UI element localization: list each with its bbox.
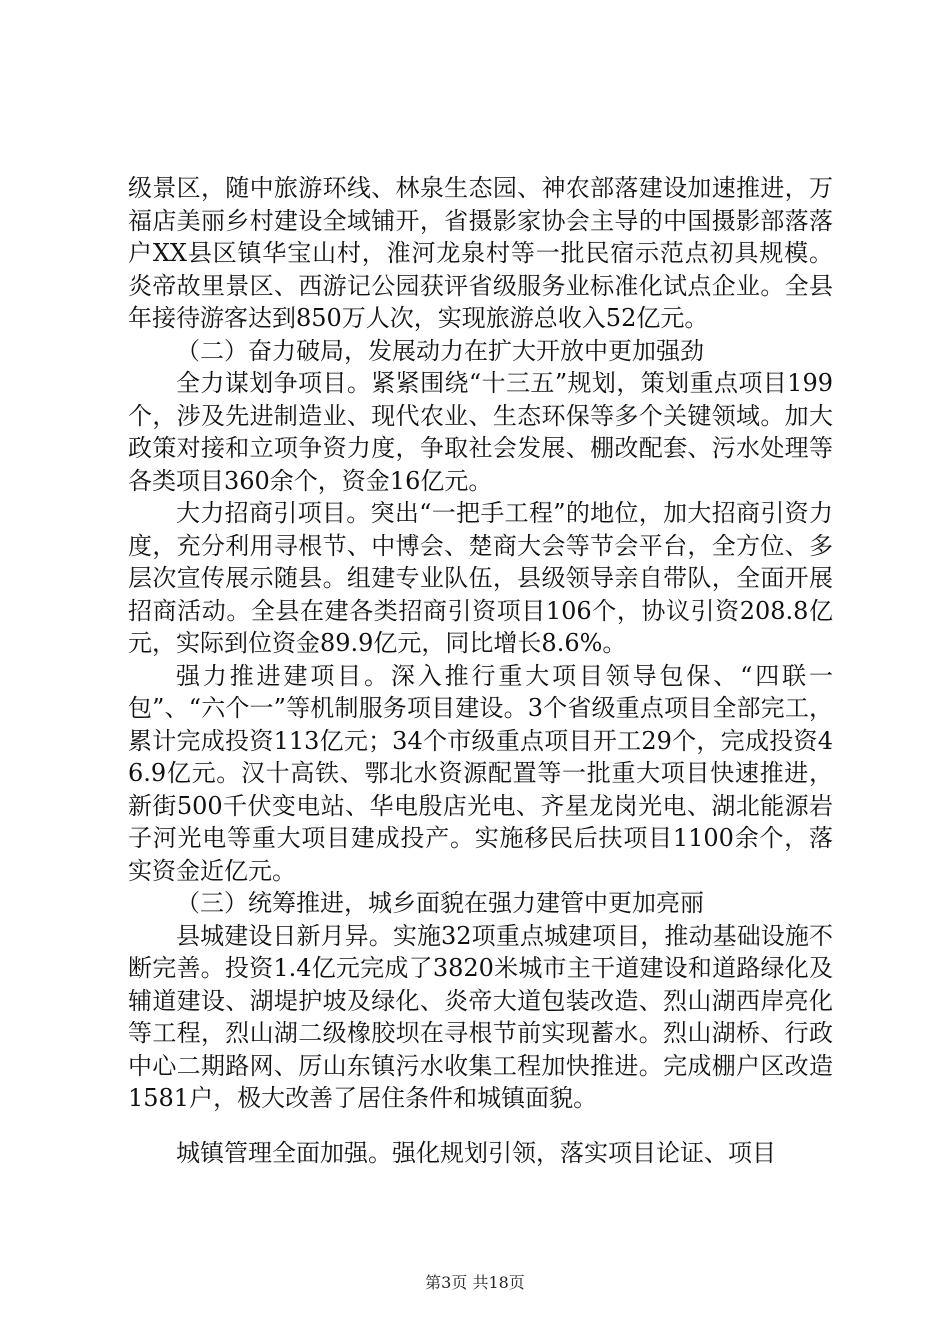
paragraph-town-management: 城镇管理全面加强。强化规划引领，落实项目论证、项目 — [176, 1138, 776, 1167]
paragraph-tourism: 级景区，随中旅游环线、林泉生态园、神农部落建设加速推进，万福店美丽乡村建设全域铺开，省摄影家协会主导的中国摄影部落落户XX县区镇华宝山村，淮河龙泉村等一批民宿示范点初具规模。炎帝故里景区、西游记公园获评省级服务业标准化试点企业。全县年接待游客达到850万人次，实现旅游总收入52亿元。 — [128, 174, 833, 332]
section-heading-2: （二）奋力破局，发展动力在扩大开放中更加强劲 — [176, 336, 704, 365]
section-heading-3: （三）统筹推进，城乡面貌在强力建管中更加亮丽 — [176, 889, 704, 917]
paragraph-county-construction: 县城建设日新月异。实施32项重点城建项目，推动基础设施不断完善。投资1.4亿元完成了3820米城市主干道建设和道路绿化及辅道建设、湖堤护坡及绿化、炎帝大道包装改造、烈山湖西岸亮化等工程，烈山湖二级橡胶坝在寻根节前实现蓄水。烈山湖桥、行政中心二期路网、厉山东镇污水收集工程加快推进。完成棚户区改造1581户，极大改善了居住条件和城镇面貌。 — [128, 921, 833, 1112]
page-number-footer: 第3页 共18页 — [425, 1273, 525, 1292]
paragraph-project-construction: 强力推进建项目。深入推行重大项目领导包保、“四联一包”、“六个一”等机制服务项目建设。3个省级重点项目全部完工，累计完成投资113亿元；34个市级重点项目开工29个，完成投资46.9亿元。汉十高铁、鄂北水资源配置等一批重大项目快速推进，新街500千伏变电站、华电殷店光电、齐星龙岗光电、湖北能源岩子河光电等重大项目建成投产。实施移民后扶项目1100余个，落实资金近亿元。 — [128, 661, 833, 885]
paragraph-investment-attraction: 大力招商引项目。突出“一把手工程”的地位，加大招商引资力度，充分利用寻根节、中博会、楚商大会等节会平台，全方位、多层次宣传展示随县。组建专业队伍，县级领导亲自带队，全面开展招商活动。全县在建各类招商引资项目106个，协议引资208.8亿元，实际到位资金89.9亿元，同比增长8.6%。 — [128, 499, 833, 657]
document-body — [128, 172, 833, 1169]
paragraph-project-planning: 全力谋划争项目。紧紧围绕“十三五”规划，策划重点项目199个，涉及先进制造业、现代农业、生态环保等多个关键领域。加大政策对接和立项争资力度，争取社会发展、棚改配套、污水处理等各类项目360余个，资金16亿元。 — [128, 369, 833, 495]
